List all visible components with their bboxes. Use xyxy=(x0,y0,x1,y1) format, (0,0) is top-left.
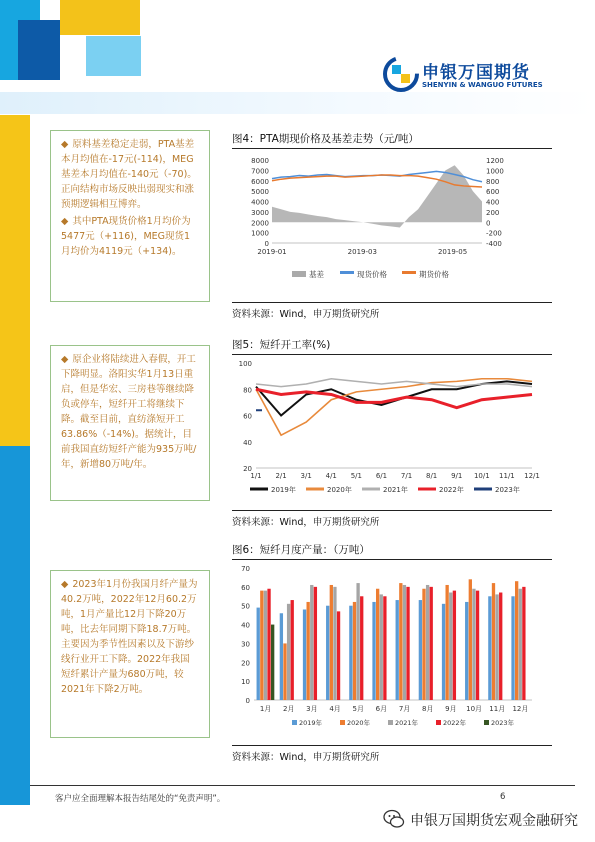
bar xyxy=(422,589,425,700)
header-band xyxy=(0,92,595,114)
chart-staple-fiber-operating-rate xyxy=(232,353,552,503)
legend-label: 2020年 xyxy=(327,486,352,494)
y-left-tick-label: 5000 xyxy=(251,188,269,197)
bar xyxy=(488,596,491,700)
bar xyxy=(356,583,359,700)
series-basis-area xyxy=(272,165,482,227)
bar xyxy=(495,594,498,700)
figure-6-source: 资料来源：Wind，申万期货研究所 xyxy=(232,745,552,763)
brand-name-en: SHENYIN & WANGUO FUTURES xyxy=(422,81,543,89)
legend-label: 2019年 xyxy=(299,719,323,727)
bar xyxy=(303,609,306,700)
y-tick-label: 20 xyxy=(243,465,252,473)
header-decor-lightblue xyxy=(86,36,141,76)
x-tick-label: 3/1 xyxy=(300,472,312,480)
text-box-operating-rate xyxy=(50,345,210,501)
paragraph: ◆ 其中PTA现货价格1月均价为5477元（+116)，MEG现货1月均价为4119元（+134)。 xyxy=(61,216,191,257)
x-tick-label: 10/1 xyxy=(473,472,490,480)
paragraph: ◆ 2023年1月份我国月纤产量为40.2万吨，2022年12月60.2万吨，1月产量比12月下降20万吨，比去年同期下降18.7万吨。主要因为季节性因素以及下游纱线行业开工下降。2022年我国短纤累计产量为680万吨，较2021年下降2万吨。 xyxy=(61,579,198,695)
chart-staple-fiber-monthly-output xyxy=(232,560,552,735)
x-tick-label: 4月 xyxy=(329,705,341,713)
bar xyxy=(267,589,270,700)
figure-5-title: 图5：短纤开工率(%) xyxy=(232,337,552,355)
bullet-icon: ◆ xyxy=(61,579,69,590)
side-decor-bar xyxy=(0,115,30,805)
y-right-tick-label: 0 xyxy=(486,219,491,228)
y-tick-label: 60 xyxy=(243,412,252,421)
bar xyxy=(399,583,402,700)
legend-label: 2021年 xyxy=(395,719,419,727)
figure-4-title: 图4：PTA期现价格及基差走势（元/吨） xyxy=(232,131,552,149)
header-decor-yellow xyxy=(60,0,140,35)
bar xyxy=(499,593,502,700)
series-line xyxy=(256,379,532,435)
x-tick-label: 9月 xyxy=(445,705,457,713)
y-tick-label: 80 xyxy=(243,386,252,395)
y-right-tick-label: 800 xyxy=(486,177,500,186)
y-tick-label: 20 xyxy=(241,659,250,668)
legend-label: 期货价格 xyxy=(419,270,449,279)
bar xyxy=(360,596,363,700)
wechat-icon xyxy=(383,808,405,830)
bar xyxy=(333,587,336,700)
x-tick-label: 2019-01 xyxy=(257,248,287,256)
bar xyxy=(515,581,518,700)
footer-disclaimer-note: 客户应全面理解本报告结尾处的“免责声明”。 xyxy=(55,794,226,804)
y-tick-label: 40 xyxy=(243,438,252,447)
bar xyxy=(522,587,525,700)
x-tick-label: 2019-05 xyxy=(437,248,468,256)
x-tick-label: 5月 xyxy=(352,705,364,713)
y-tick-label: 0 xyxy=(245,697,250,705)
series-line xyxy=(256,389,532,407)
y-right-tick-label: 1000 xyxy=(486,167,504,176)
bar xyxy=(426,585,429,700)
bar xyxy=(283,643,286,700)
bar xyxy=(271,625,274,700)
bullet-icon: ◆ xyxy=(61,216,69,227)
x-tick-label: 2/1 xyxy=(275,472,287,480)
bar xyxy=(396,600,399,700)
footer-divider xyxy=(30,785,575,786)
bar xyxy=(383,596,386,700)
y-tick-label: 100 xyxy=(238,360,252,368)
bar xyxy=(449,593,452,700)
bar xyxy=(349,606,352,700)
x-tick-label: 4/1 xyxy=(325,472,337,480)
brand-logo-icon xyxy=(383,56,419,92)
chart-pta-price-basis xyxy=(232,148,552,298)
legend-swatch xyxy=(402,271,416,274)
x-tick-label: 6/1 xyxy=(375,472,388,480)
x-tick-label: 10月 xyxy=(466,705,483,713)
y-left-tick-label: 1000 xyxy=(251,229,269,238)
bar xyxy=(406,587,409,700)
y-right-tick-label: 200 xyxy=(486,208,500,217)
bullet-icon: ◆ xyxy=(61,139,69,150)
y-left-tick-label: 4000 xyxy=(251,198,269,207)
bar xyxy=(260,591,263,700)
bar xyxy=(291,600,294,700)
page-number: 6 xyxy=(500,792,506,802)
bar xyxy=(380,594,383,700)
legend-label: 2022年 xyxy=(443,719,467,727)
legend-label: 2023年 xyxy=(491,719,515,727)
legend-swatch xyxy=(484,720,489,725)
x-tick-label: 2月 xyxy=(283,705,295,713)
x-tick-label: 11月 xyxy=(489,705,506,713)
bar xyxy=(314,587,317,700)
bar xyxy=(442,604,445,700)
legend-swatch xyxy=(388,720,393,725)
y-left-tick-label: 8000 xyxy=(251,157,269,165)
legend-swatch xyxy=(292,271,306,277)
legend-label: 现货价格 xyxy=(357,270,387,279)
legend-swatch xyxy=(340,720,345,725)
paragraph: ◆ 原料基差稳定走弱，PTA基差本月均值在-17元(-114)，MEG基差本月均值在-140元（-70)。正向结构市场反映出弱现实和涨预期逻辑相互博弈。 xyxy=(61,139,197,210)
legend-label: 2020年 xyxy=(347,719,371,727)
y-tick-label: 40 xyxy=(241,621,250,630)
bar xyxy=(287,604,290,700)
bar xyxy=(372,602,375,700)
y-right-tick-label: -200 xyxy=(486,229,502,238)
x-tick-label: 3月 xyxy=(306,705,318,713)
y-tick-label: 50 xyxy=(241,602,250,611)
bar xyxy=(430,587,433,700)
figure-4-source: 资料来源：Wind，申万期货研究所 xyxy=(232,302,552,320)
bar xyxy=(353,602,356,700)
bar xyxy=(403,585,406,700)
y-tick-label: 30 xyxy=(241,640,250,649)
bar xyxy=(257,608,260,700)
bar xyxy=(326,606,329,700)
legend-label: 2019年 xyxy=(271,486,296,494)
bar xyxy=(465,602,468,700)
brand-name-cn: 申银万国期货 xyxy=(422,63,530,83)
y-tick-label: 60 xyxy=(241,583,250,592)
bar xyxy=(330,585,333,700)
x-tick-label: 6月 xyxy=(375,705,388,713)
legend-label: 基差 xyxy=(309,270,324,279)
y-left-tick-label: 7000 xyxy=(251,167,269,176)
x-tick-label: 1/1 xyxy=(250,472,262,480)
bar xyxy=(280,613,283,700)
x-tick-label: 12/1 xyxy=(524,472,540,480)
y-left-tick-label: 0 xyxy=(264,240,269,248)
paragraph: ◆ 原企业将陆续进入春假，开工下降明显。洛阳实华1月13日重启，但是华宏、三房巷等继续降负或停车，短纤开工将继续下降。截至目前，直纺涤短开工63.86%（-14%)。据统计，目前我国直纺短纤产能为935万吨/年，新增80万吨/年。 xyxy=(61,354,197,470)
bar xyxy=(492,583,495,700)
bar xyxy=(472,589,475,700)
legend-label: 2023年 xyxy=(495,486,520,494)
y-left-tick-label: 3000 xyxy=(251,208,269,217)
y-left-tick-label: 2000 xyxy=(251,219,269,228)
y-right-tick-label: -400 xyxy=(486,240,502,248)
text-box-basis xyxy=(50,130,210,302)
x-tick-label: 8月 xyxy=(422,705,434,713)
x-tick-label: 11/1 xyxy=(499,472,515,480)
bar xyxy=(476,591,479,700)
bar xyxy=(511,596,514,700)
bar xyxy=(469,579,472,700)
y-right-tick-label: 1200 xyxy=(486,157,504,165)
bar xyxy=(310,585,313,700)
y-left-tick-label: 6000 xyxy=(251,177,269,186)
x-tick-label: 9/1 xyxy=(451,472,463,480)
x-tick-label: 7/1 xyxy=(400,472,413,480)
x-tick-label: 7月 xyxy=(398,705,411,713)
bar xyxy=(376,589,379,700)
legend-label: 2022年 xyxy=(439,486,464,494)
bar xyxy=(337,611,340,700)
y-right-tick-label: 400 xyxy=(486,198,500,207)
x-tick-label: 1月 xyxy=(259,705,272,713)
bar xyxy=(453,591,456,700)
y-tick-label: 70 xyxy=(241,565,250,573)
header-decor-darkblue xyxy=(18,20,60,80)
watermark-account-name: 申银万国期货宏观金融研究 xyxy=(410,813,578,829)
bar xyxy=(306,602,309,700)
text-box-production xyxy=(50,570,210,738)
legend-swatch xyxy=(436,720,441,725)
x-tick-label: 12月 xyxy=(512,705,529,713)
legend-swatch xyxy=(340,271,354,274)
bar xyxy=(419,600,422,700)
x-tick-label: 5/1 xyxy=(350,472,362,480)
bar xyxy=(445,585,448,700)
legend-label: 2021年 xyxy=(383,486,408,494)
x-tick-label: 2019-03 xyxy=(347,248,377,256)
x-tick-label: 8/1 xyxy=(426,472,438,480)
bullet-icon: ◆ xyxy=(61,354,69,365)
bar xyxy=(264,591,267,700)
y-tick-label: 10 xyxy=(241,678,250,687)
y-right-tick-label: 600 xyxy=(486,188,500,197)
figure-5-source: 资料来源：Wind，申万期货研究所 xyxy=(232,510,552,528)
figure-6-title: 图6：短纤月度产量：（万吨） xyxy=(232,542,552,560)
bar xyxy=(519,589,522,700)
legend-swatch xyxy=(292,720,297,725)
